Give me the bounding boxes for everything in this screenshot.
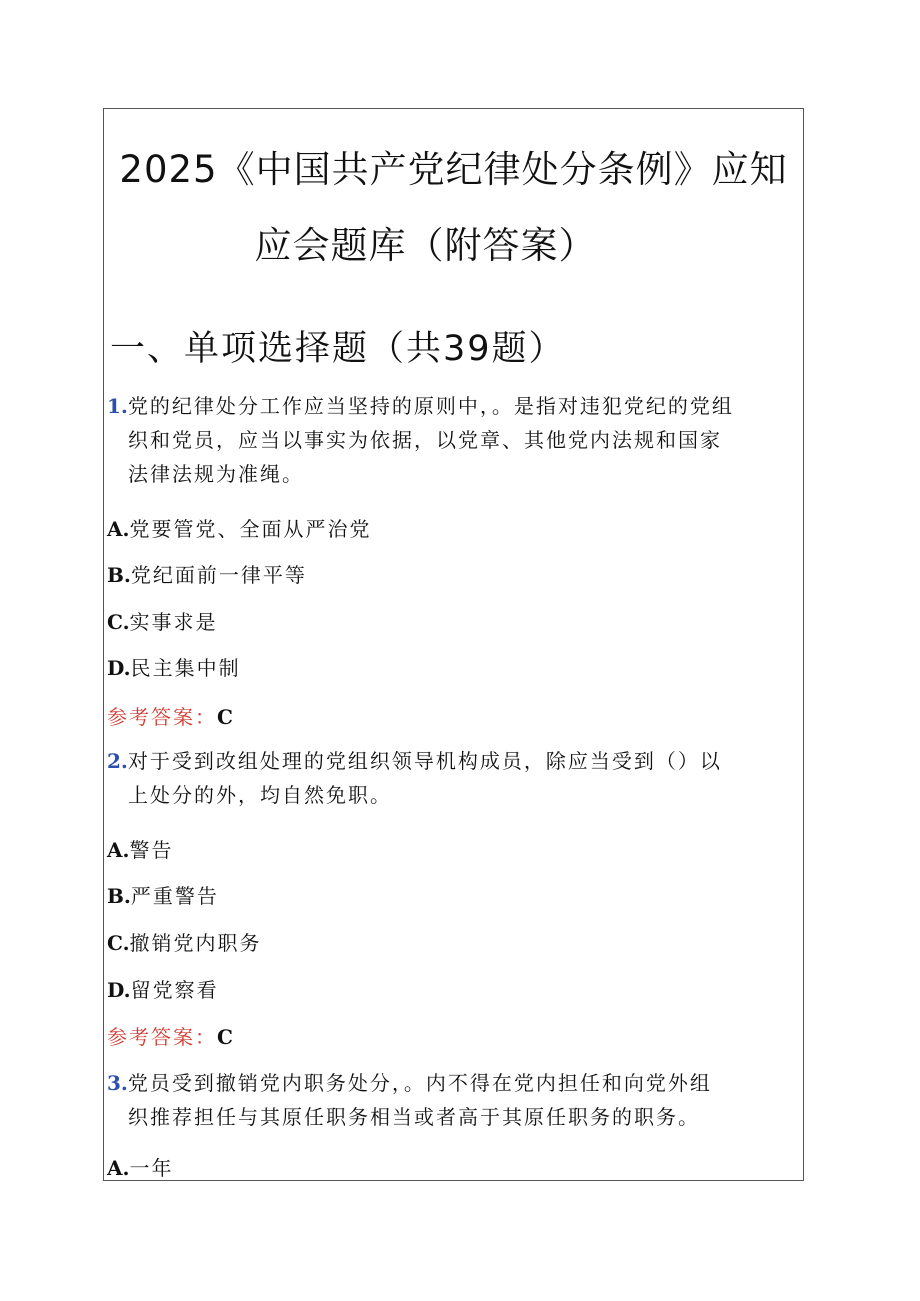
question-3 xyxy=(107,1066,799,1134)
option-letter: A. xyxy=(107,517,130,541)
question-number: 2. xyxy=(107,749,128,773)
document-frame xyxy=(103,108,804,1181)
document-title-line-2: 应会题库（附答案） xyxy=(254,224,597,267)
option-text: 民主集中制 xyxy=(130,656,241,680)
question-text-line: 织和党员，应当以事实为依据，以党章、其他党内法规和国家 xyxy=(128,428,722,452)
answer-value: C xyxy=(217,705,233,729)
option-c xyxy=(107,927,262,956)
option-letter: A. xyxy=(107,1156,130,1180)
answer-1 xyxy=(107,701,233,730)
question-text-line: 党的纪律处分工作应当坚持的原则中，。是指对违犯党纪的党组 xyxy=(127,394,734,418)
option-d xyxy=(107,652,241,681)
option-a xyxy=(107,834,173,863)
question-text-line: 对于受到改组处理的党组织领导机构成员，除应当受到（）以 xyxy=(127,749,722,773)
option-text: 警告 xyxy=(129,838,174,862)
question-text-line: 上处分的外，均自然免职。 xyxy=(128,783,392,807)
option-text: 一年 xyxy=(129,1156,174,1180)
option-a xyxy=(107,513,371,542)
question-1 xyxy=(107,389,799,491)
option-text: 党要管党、全面从严治党 xyxy=(129,517,372,541)
question-2 xyxy=(107,744,799,812)
question-text-line: 织推荐担任与其原任职务相当或者高于其原任职务的职务。 xyxy=(128,1105,700,1129)
option-b xyxy=(107,559,307,588)
option-letter: B. xyxy=(107,563,131,587)
question-number: 1. xyxy=(107,394,128,418)
option-letter: C. xyxy=(107,931,130,955)
option-text: 撤销党内职务 xyxy=(129,931,262,955)
question-number: 3. xyxy=(107,1071,128,1095)
question-text-line: 法律法规为准绳。 xyxy=(128,462,304,486)
section-heading: 一、单项选择题（共39题） xyxy=(110,329,566,369)
option-letter: A. xyxy=(107,838,130,862)
option-text: 党纪面前一律平等 xyxy=(130,563,307,587)
answer-value: C xyxy=(217,1025,233,1049)
document-title-line-1: 2025《中国共产党纪律处分条例》应知 xyxy=(119,148,788,191)
answer-label: 参考答案： xyxy=(107,1025,217,1049)
option-letter: D. xyxy=(107,978,131,1002)
option-text: 留党察看 xyxy=(130,978,219,1002)
option-d xyxy=(107,974,219,1003)
option-b xyxy=(107,880,219,909)
option-letter: C. xyxy=(107,610,130,634)
answer-label: 参考答案： xyxy=(107,705,217,729)
option-letter: D. xyxy=(107,656,131,680)
option-text: 严重警告 xyxy=(130,884,219,908)
answer-2 xyxy=(107,1021,233,1050)
option-letter: B. xyxy=(107,884,131,908)
option-a xyxy=(107,1152,173,1181)
question-text-line: 党员受到撤销党内职务处分，。内不得在党内担任和向党外组 xyxy=(127,1071,712,1095)
option-c xyxy=(107,606,218,635)
option-text: 实事求是 xyxy=(129,610,218,634)
